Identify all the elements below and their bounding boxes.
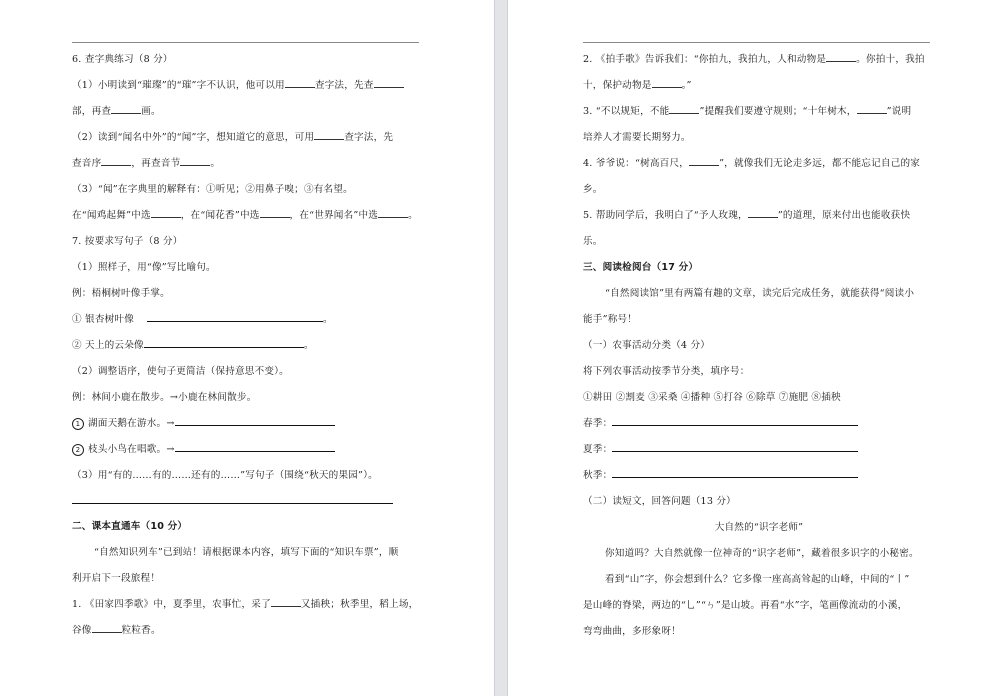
document-page-right bbox=[508, 0, 1005, 696]
section-3-intro-1: “自然阅读馆”里有两篇有趣的文章，读完后完成任务，就能获得“阅读小 bbox=[605, 288, 915, 299]
article-paragraph-2-line-3: 弯弯曲曲，多形象呀！ bbox=[583, 626, 681, 637]
question-7-1-b: ② 天上的云朵像 。 bbox=[72, 333, 422, 359]
question-6-3: （3）“闻”在字典里的解释有：①听见；②用鼻子嗅；③有名望。 bbox=[72, 184, 353, 195]
answer-blank[interactable] bbox=[689, 154, 719, 166]
answer-blank[interactable] bbox=[285, 76, 315, 88]
answer-blank[interactable] bbox=[748, 206, 778, 218]
section-2-question-3-line-1: 3. “不以规矩，不能 ”提醒我们要遵守规则；“十年树木， ”说明 bbox=[583, 99, 935, 125]
question-7-2-a: 1 湖面天鹅在游水。→ bbox=[72, 411, 422, 437]
section-2-question-4-line-2: 乡。 bbox=[583, 184, 603, 195]
question-7-1: （1）照样子，用“像”写比喻句。 bbox=[72, 262, 216, 273]
section-3-title: 三、阅读检阅台（17 分） bbox=[583, 262, 699, 273]
spring-answer-line[interactable] bbox=[612, 413, 858, 426]
part-1-instruction: 将下列农事活动按季节分类，填序号： bbox=[583, 366, 750, 377]
question-6-title: 6. 查字典练习（8 分） bbox=[72, 54, 173, 65]
question-7-2-example: 例：林间小鹿在散步。→小鹿在林间散步。 bbox=[72, 392, 257, 403]
page-content-right bbox=[583, 47, 935, 645]
section-2-title: 二、课本直通车（10 分） bbox=[72, 521, 188, 533]
answer-blank[interactable] bbox=[101, 154, 131, 166]
section-2-question-2-line-1: 2. 《拍手歌》告诉我们：“你拍九，我拍九，人和动物是 。你拍十，我拍 bbox=[583, 47, 935, 73]
question-6-2-line-2: 查音序 ，再查音节 。 bbox=[72, 151, 422, 177]
summer-answer-row: 夏季： bbox=[583, 437, 935, 463]
page-header-rule bbox=[72, 42, 419, 43]
article-paragraph-2-line-1: 看到“山”字，你会想到什么？它多像一座高高耸起的山峰，中间的“丨” bbox=[605, 574, 910, 585]
answer-blank[interactable] bbox=[378, 206, 408, 218]
question-7-1-a: ① 银杏树叶像 。 bbox=[72, 307, 422, 333]
answer-blank[interactable] bbox=[92, 621, 122, 633]
section-2-question-3-line-2: 培养人才需要长期努力。 bbox=[583, 132, 691, 143]
answer-line-full[interactable] bbox=[72, 503, 393, 504]
section-2-question-1-line-2: 谷像 粒粒香。 bbox=[72, 618, 422, 644]
answer-line[interactable] bbox=[144, 335, 304, 348]
answer-blank[interactable] bbox=[669, 102, 699, 114]
answer-blank[interactable] bbox=[111, 102, 141, 114]
part-1-options: ①耕田 ②割麦 ③采桑 ④播种 ⑤打谷 ⑥除草 ⑦施肥 ⑧插秧 bbox=[583, 392, 841, 403]
article-paragraph-2-line-2: 是山峰的脊梁，两边的“乚”“ㄣ”是山坡。再看“水”字，笔画像流动的小溪， bbox=[583, 600, 908, 611]
question-7-3: （3）用“有的……有的……还有的……”写句子（围绕“秋天的果园”）。 bbox=[72, 470, 378, 481]
section-2-question-1-line-1: 1. 《田家四季歌》中，夏季里，农事忙，采了 又插秧；秋季里，稻上场， bbox=[72, 592, 422, 618]
answer-blank[interactable] bbox=[271, 595, 301, 607]
spring-answer-row: 春季： bbox=[583, 411, 935, 437]
question-6-3-blanks: 在“闻鸡起舞”中选 ，在“闻花香”中选 ，在“世界闻名”中选 。 bbox=[72, 203, 422, 229]
answer-blank[interactable] bbox=[374, 76, 404, 88]
section-2-question-5-line-1: 5. 帮助同学后，我明白了“予人玫瑰， ”的道理，原来付出也能收获快 bbox=[583, 203, 935, 229]
circled-number-icon: 2 bbox=[72, 444, 84, 456]
answer-blank[interactable] bbox=[151, 206, 181, 218]
section-2-intro-2: 利开启下一段旅程！ bbox=[72, 573, 161, 585]
answer-line[interactable] bbox=[175, 413, 335, 426]
article-paragraph-1: 你知道吗？大自然就像一位神奇的“识字老师”，藏着很多识字的小秘密。 bbox=[605, 548, 919, 559]
section-2-question-2-line-2: 十，保护动物是 。” bbox=[583, 73, 935, 99]
question-7-2: （2）调整语序，使句子更简洁（保持意思不变）。 bbox=[72, 366, 289, 377]
question-6-1-line-2: 部，再查 画。 bbox=[72, 99, 422, 125]
circled-number-icon: 1 bbox=[72, 418, 84, 430]
question-7-title: 7. 按要求写句子（8 分） bbox=[72, 236, 183, 247]
answer-line[interactable] bbox=[147, 309, 323, 322]
answer-line[interactable] bbox=[175, 439, 335, 452]
page-gutter bbox=[494, 0, 508, 696]
summer-answer-line[interactable] bbox=[612, 439, 858, 452]
section-2-intro-1: “自然知识列车”已到站！请根据课本内容，填写下面的“知识车票”，顺 bbox=[94, 547, 399, 559]
part-1-title: （一）农事活动分类（4 分） bbox=[583, 340, 711, 351]
question-6-2-line-1: （2）读到“闻名中外”的“闻”字，想知道它的意思，可用 查字法，先 bbox=[72, 125, 422, 151]
autumn-answer-row: 秋季： bbox=[583, 463, 935, 489]
answer-blank[interactable] bbox=[826, 50, 856, 62]
page-content-left bbox=[72, 47, 422, 644]
question-7-2-b: 2 枝头小鸟在唱歌。→ bbox=[72, 437, 422, 463]
answer-blank[interactable] bbox=[260, 206, 290, 218]
answer-blank[interactable] bbox=[180, 154, 210, 166]
question-6-1-line-1: （1）小明读到“璀璨”的“璀”字不认识，他可以用 查字法，先查 bbox=[72, 73, 422, 99]
answer-blank[interactable] bbox=[857, 102, 887, 114]
answer-blank[interactable] bbox=[652, 76, 682, 88]
page-header-rule bbox=[583, 42, 930, 43]
section-3-intro-2: 能手”称号！ bbox=[583, 314, 638, 325]
section-2-question-5-line-2: 乐。 bbox=[583, 236, 603, 247]
document-page-left bbox=[0, 0, 494, 696]
answer-blank[interactable] bbox=[314, 128, 344, 140]
autumn-answer-line[interactable] bbox=[612, 465, 858, 478]
section-2-question-4-line-1: 4. 爷爷说：“树高百尺， ”，就像我们无论走多远，都不能忘记自己的家 bbox=[583, 151, 935, 177]
article-title: 大自然的“识字老师” bbox=[714, 522, 804, 533]
part-2-title: （二）读短文，回答问题（13 分） bbox=[583, 496, 736, 507]
question-7-1-example: 例：梧桐树叶像手掌。 bbox=[72, 288, 170, 299]
